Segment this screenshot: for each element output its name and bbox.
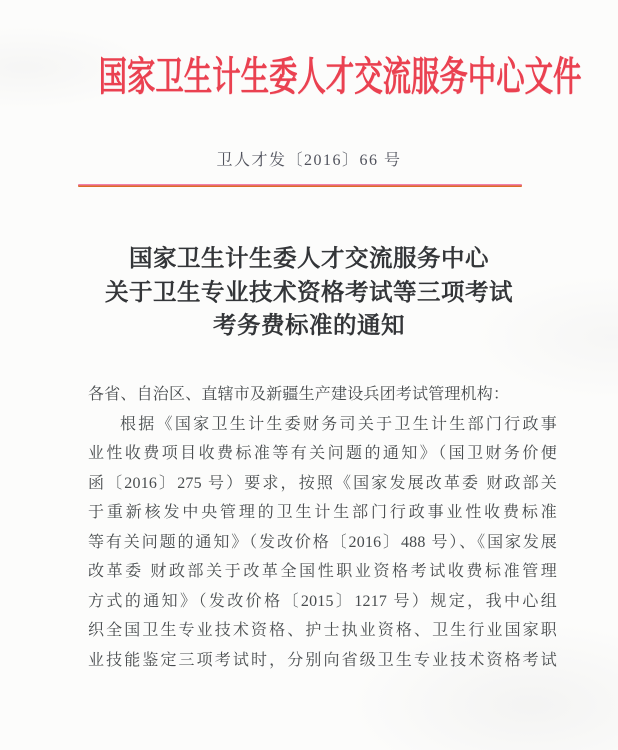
document-title-line-3: 考务费标准的通知 [213, 313, 405, 339]
document-title [0, 243, 618, 344]
document-body-line: 于重新核发中央管理的卫生计生部门行政事业性收费标准 [88, 504, 557, 521]
document-header-title-text: 国家卫生计生委人才交流服务中心文件 [98, 54, 582, 99]
document-body-line: 方式的通知》（发改价格〔2015〕1217 号）规定，我中心组 [88, 592, 557, 610]
document-title-line-1: 国家卫生计生委人才交流服务中心 [129, 246, 489, 272]
document-salutation: 各省、自治区、直辖市及新疆生产建设兵团考试管理机构： [88, 386, 510, 403]
document-body-line: 根据《国家卫生计生委财务司关于卫生计生部门行政事 [120, 415, 557, 433]
document-body-line: 业性收费项目收费标准等有关问题的通知》（国卫财务价便 [88, 445, 557, 462]
red-divider-line [78, 184, 522, 187]
document-number: 卫人才发〔2016〕66 号 [216, 152, 402, 169]
document-title-line-2: 关于卫生专业技术资格考试等三项考试 [105, 279, 513, 306]
document-body-line: 织全国卫生专业技术资格、护士执业资格、卫生行业国家职 [88, 622, 557, 639]
document-body [88, 380, 557, 675]
document-header-title [0, 54, 618, 109]
document-body-line: 函〔2016〕275 号）要求，按照《国家发展改革委 财政部关 [88, 474, 557, 492]
document-body-line: 等有关问题的通知》（发改价格〔2016〕488 号）、《国家发展 [88, 533, 557, 551]
document-body-line: 业技能鉴定三项考试时，分别向省级卫生专业技术资格考试 [88, 651, 557, 669]
document-body-line: 改革委 财政部关于改革全国性职业资格考试收费标准管理 [88, 563, 557, 580]
